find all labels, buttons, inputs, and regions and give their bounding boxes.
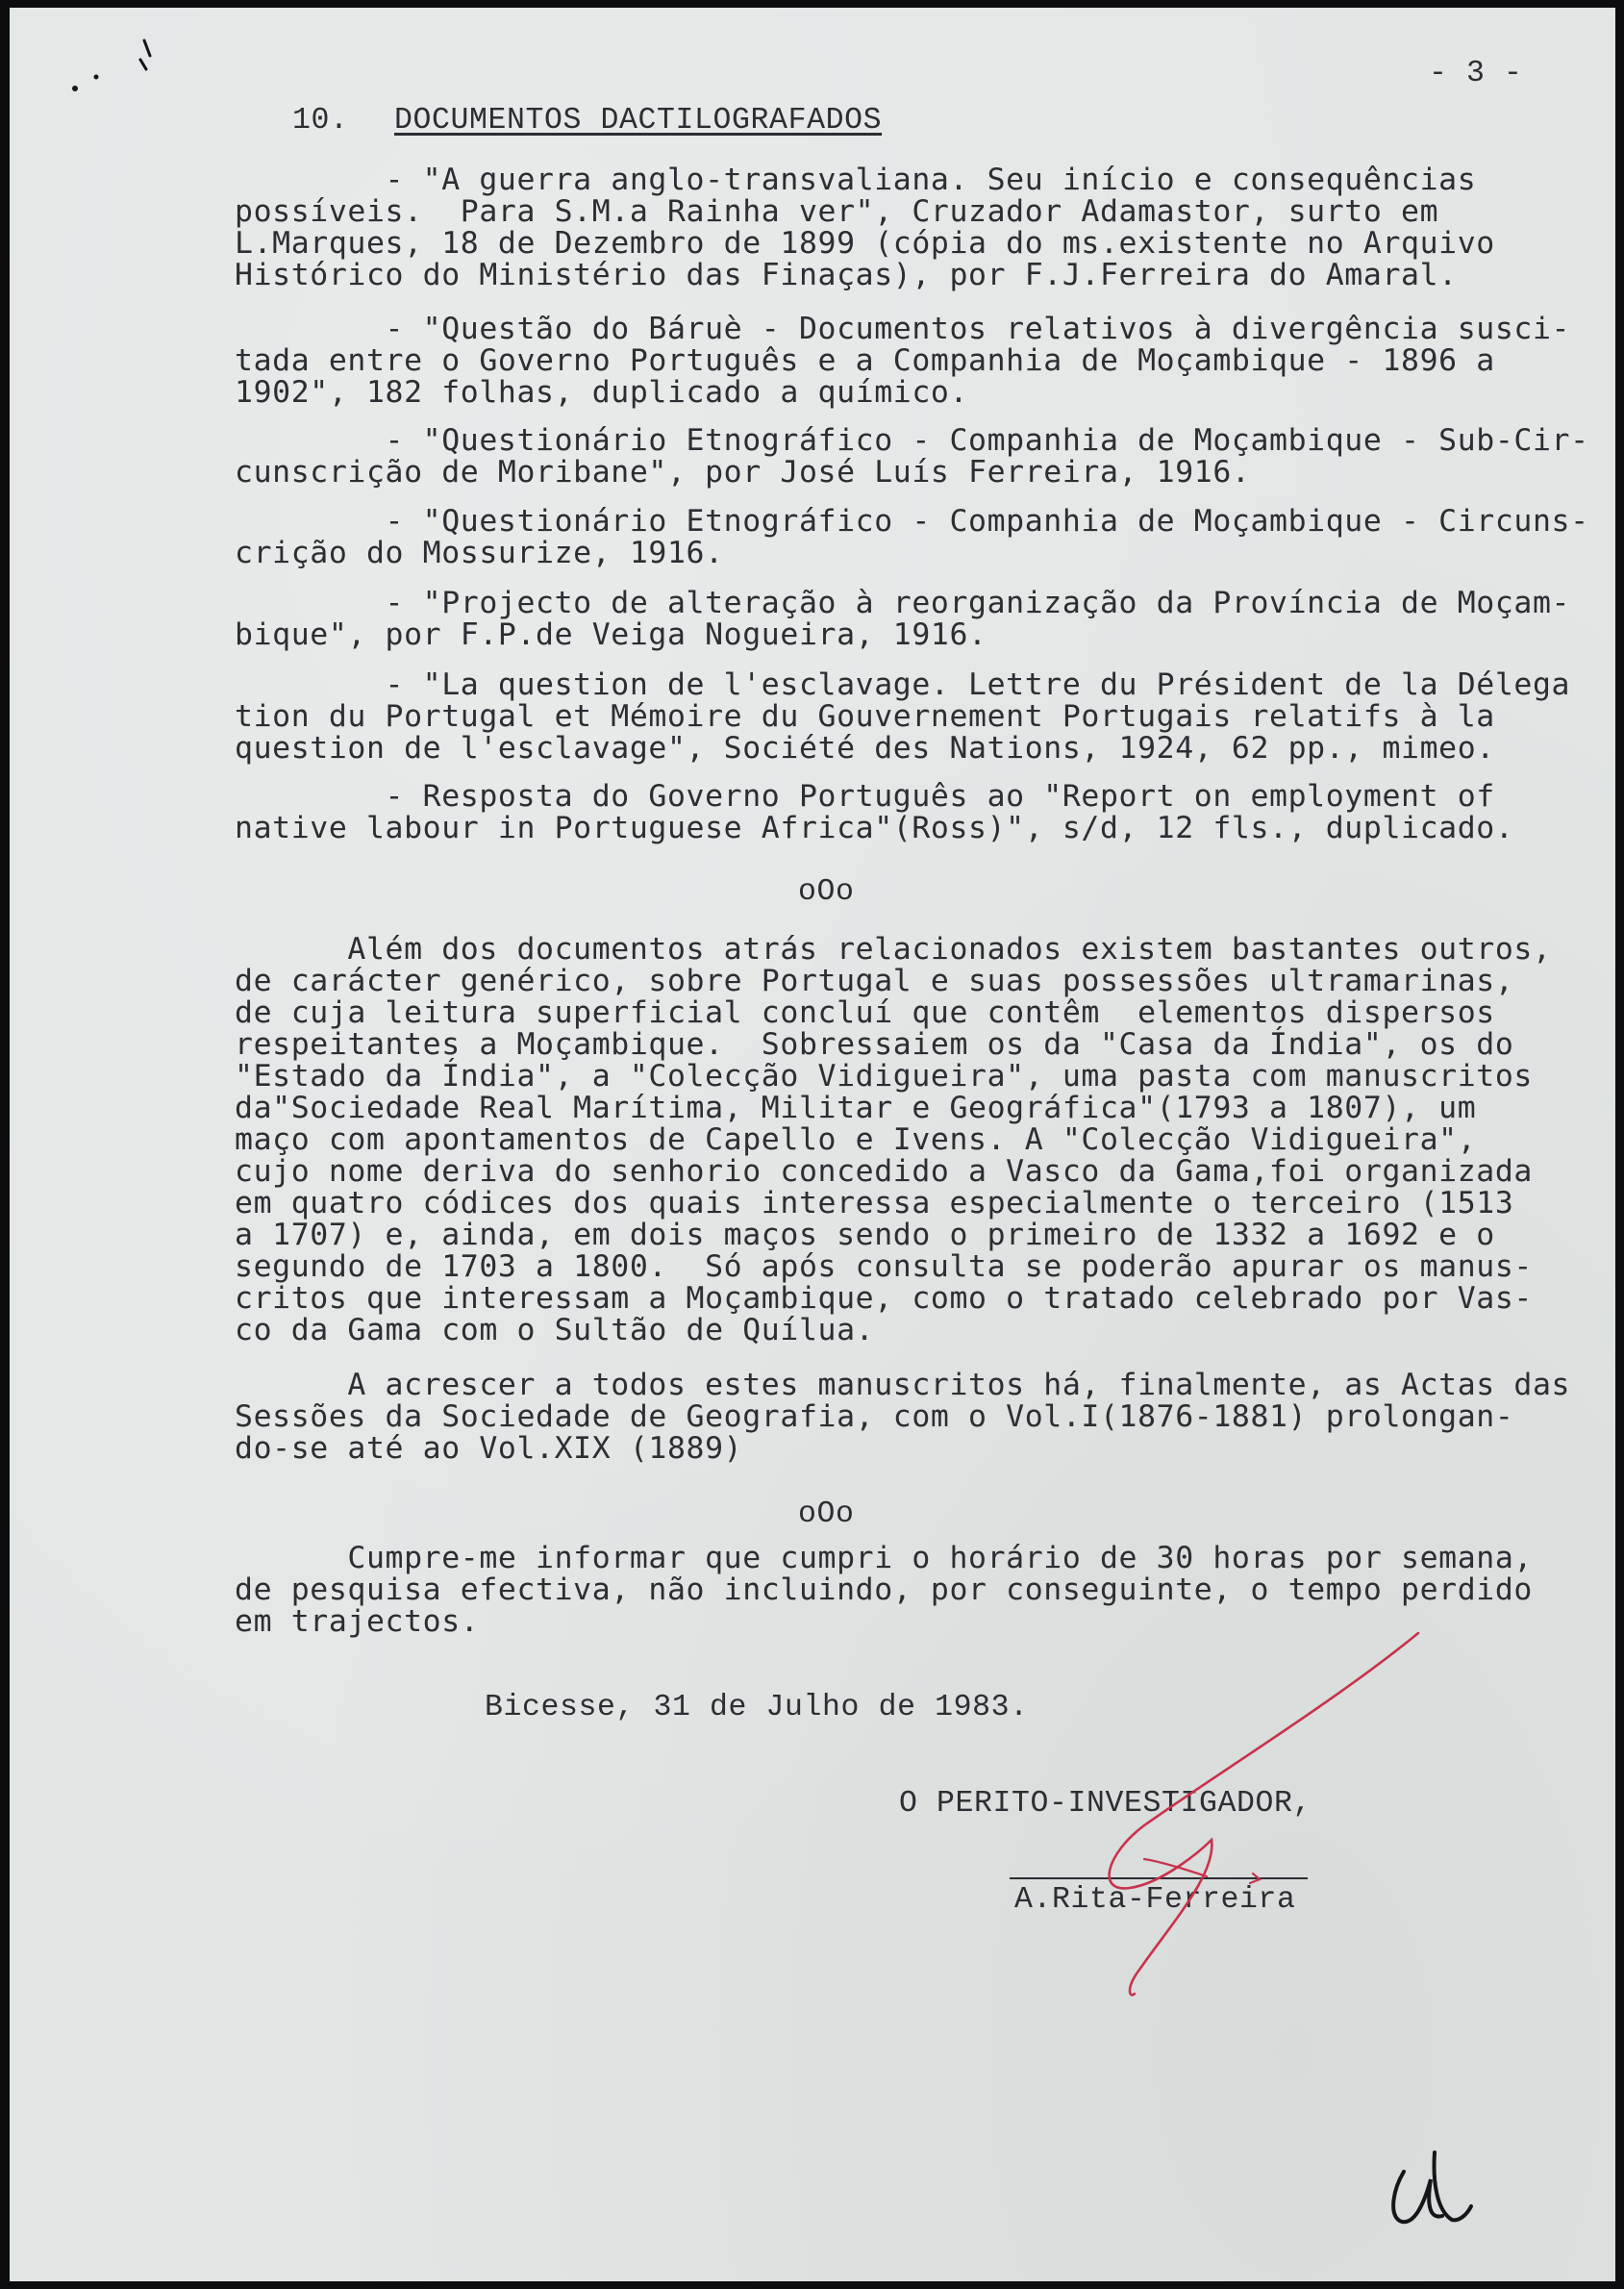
entry-questao-barue: - "Questão do Báruè - Documentos relativos à divergência susci- tada entre o Governo Português e a Companhia de Moçambique - 1896 a 1902", 182 folhas, duplicado a químico. (235, 312, 1571, 410)
separator-1: oOo (798, 875, 855, 909)
entry-questionario-mossurize: - "Questionário Etnográfico - Companhia de Moçambique - Circuns- crição do Mossurize, 1916. (235, 504, 1589, 570)
corner-ink-mark (37, 27, 171, 104)
document-page (10, 8, 1615, 2281)
date-line: Bicesse, 31 de Julho de 1983. (485, 1691, 1029, 1724)
handwritten-initial (1375, 2133, 1490, 2239)
paragraph-actas-sessoes: A acrescer a todos estes manuscritos há, finalmente, as Actas das Sessões da Sociedade de Geografia, com o Vol.I(1876-1881) prolongan- do-se até ao Vol.XIX (1889) (235, 1368, 1571, 1466)
signatory-title: O PERITO-INVESTIGADOR, (899, 1787, 1312, 1821)
entry-question-esclavage: - "La question de l'esclavage. Lettre du Président de la Délega tion du Portugal et Mémoire du Gouvernement Portugais relatifs à la question de l'esclavage", Société des Nations, 1924, 62 pp., mimeo. (235, 667, 1571, 766)
section-title: DOCUMENTOS DACTILOGRAFADOS (394, 104, 883, 138)
page-number: - 3 - (1429, 57, 1523, 90)
entry-guerra-anglo-transvaliana: - "A guerra anglo-transvaliana. Seu início e consequências possíveis. Para S.M.a Rainha ver", Cruzador Adamastor, surto em L.Marques, 18 de Dezembro de 1899 (cópia do ms.existente no Arquivo Histórico do Ministério das Finaças), por F.J.Ferreira do Amaral. (235, 163, 1495, 292)
entry-questionario-moribane: - "Questionário Etnográfico - Companhia de Moçambique - Sub-Cir- cunscrição de Moribane", por José Luís Ferreira, 1916. (235, 423, 1589, 490)
entry-projecto-alteracao: - "Projecto de alteração à reorganização da Província de Moçam- bique", por F.P.de Veiga Nogueira, 1916. (235, 586, 1571, 652)
section-number: 10. (292, 104, 349, 138)
separator-2: oOo (798, 1497, 855, 1531)
entry-resposta-governo: - Resposta do Governo Português ao "Report on employment of native labour in Portuguese Africa"(Ross)", s/d, 12 fls., duplicado. (235, 779, 1514, 845)
signature-line (1010, 1877, 1308, 1879)
signatory-name: A.Rita-Ferreira (1014, 1883, 1296, 1917)
paragraph-horario: Cumpre-me informar que cumpri o horário de 30 horas por semana, de pesquisa efectiva, não incluindo, por conseguinte, o tempo perdido em trajectos. (235, 1541, 1533, 1639)
paragraph-outros-documentos: Além dos documentos atrás relacionados existem bastantes outros, de carácter genérico, sobre Portugal e suas possessões ultramarinas, de cuja leitura superficial concluí que contêm elementos dispersos respeitantes a Moçambique. Sobressaiem os da "Casa da Índia", os do "Estado da Índia", a "Colecção Vidigueira", uma pasta com manuscritos da"Sociedade Real Marítima, Militar e Geográfica"(1793 a 1807), um maço com apontamentos de Capello e Ivens. A "Colecção Vidigueira", cujo nome deriva do senhorio concedido a Vasco da Gama,foi organizada em quatro códices dos quais interessa especialmente o terceiro (1513 a 1707) e, ainda, em dois maços sendo o primeiro de 1332 a 1692 e o segundo de 1703 a 1800. Só após consulta se poderão apurar os manus- critos que interessam a Moçambique, como o tratado celebrado por Vas- co da Gama com o Sultão de Quílua. (235, 932, 1552, 1347)
